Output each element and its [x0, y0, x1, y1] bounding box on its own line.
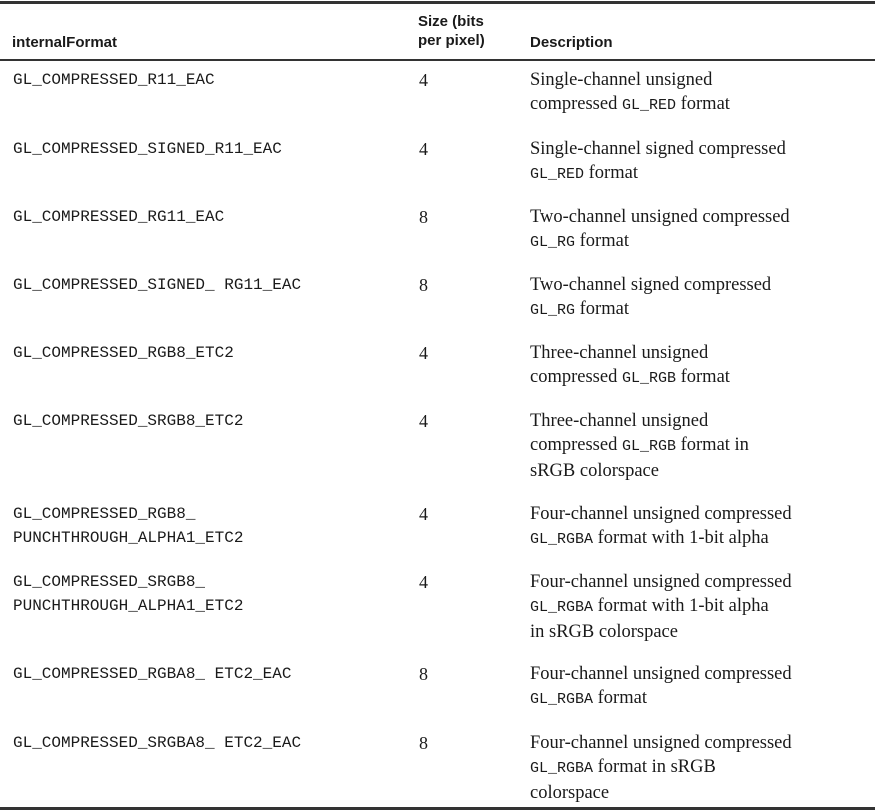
gl-constant: GL_RGB: [621, 370, 676, 387]
description-text: sRGB colorspace: [530, 461, 659, 481]
description-text: Single-channel unsigned: [530, 70, 713, 90]
header-rule: [0, 59, 875, 61]
gl-constant: GL_RGBA: [530, 691, 594, 708]
format-line: GL_COMPRESSED_SRGBA8_ ETC2_EAC: [13, 734, 302, 752]
description-line: [530, 273, 870, 297]
description-line: [530, 297, 870, 323]
gl-constant: GL_RG: [530, 302, 576, 319]
description-text: format: [575, 299, 629, 319]
description-text: format: [575, 231, 629, 251]
format-line: GL_COMPRESSED_SRGB8_: [13, 573, 206, 591]
description-text: format: [675, 94, 730, 114]
format-line: PUNCHTHROUGH_ALPHA1_ETC2: [13, 597, 244, 615]
description-text: Four-channel unsigned compressed: [530, 664, 792, 684]
description-text: format with 1-bit alpha: [593, 528, 769, 548]
header-internal-format: internalFormat: [12, 34, 118, 51]
description-line: [530, 68, 870, 92]
description-cell: [530, 68, 870, 118]
format-line: GL_COMPRESSED_RGB8_: [13, 505, 196, 523]
gl-constant: GL_RED: [621, 97, 676, 114]
format-cell: [13, 731, 413, 755]
description-cell: [530, 137, 870, 187]
description-cell: [530, 409, 870, 483]
format-line: GL_COMPRESSED_R11_EAC: [13, 71, 215, 89]
description-line: [530, 731, 870, 755]
description-text: Four-channel unsigned compressed: [530, 733, 792, 753]
description-cell: [530, 502, 870, 552]
description-line: [530, 620, 870, 644]
size-cell: 4: [419, 572, 428, 592]
description-text: format with 1-bit alpha: [593, 596, 769, 616]
size-cell: 8: [419, 664, 428, 684]
description-text: colorspace: [530, 783, 610, 803]
gl-constant: GL_RGBA: [530, 531, 594, 548]
size-cell: 4: [419, 343, 428, 363]
description-line: [530, 502, 870, 526]
description-text: compressed: [530, 367, 622, 387]
gl-constant: GL_RGB: [621, 438, 676, 455]
description-text: Four-channel unsigned compressed: [530, 504, 792, 524]
description-text: format: [593, 688, 647, 708]
gl-constant: GL_RGBA: [530, 760, 594, 777]
description-cell: [530, 731, 870, 805]
description-text: format: [675, 367, 730, 387]
gl-constant: GL_RG: [530, 234, 576, 251]
format-line: GL_COMPRESSED_RGBA8_ ETC2_EAC: [13, 665, 292, 683]
format-line: PUNCHTHROUGH_ALPHA1_ETC2: [13, 529, 244, 547]
format-line: GL_COMPRESSED_RG11_EAC: [13, 208, 225, 226]
format-cell: [13, 137, 413, 161]
header-size: [418, 12, 518, 50]
description-line: [530, 526, 870, 552]
description-line: [530, 341, 870, 365]
format-line: GL_COMPRESSED_SRGB8_ETC2: [13, 412, 244, 430]
description-line: [530, 409, 870, 433]
format-cell: [13, 502, 413, 550]
description-cell: [530, 662, 870, 712]
description-text: format in: [675, 435, 749, 455]
description-text: in sRGB colorspace: [530, 622, 678, 642]
format-cell: [13, 662, 413, 686]
table-top-rule: [0, 1, 875, 4]
format-line: GL_COMPRESSED_SIGNED_ RG11_EAC: [13, 276, 302, 294]
description-line: [530, 570, 870, 594]
description-cell: [530, 205, 870, 255]
format-line: GL_COMPRESSED_SIGNED_R11_EAC: [13, 140, 282, 158]
description-line: [530, 755, 870, 781]
header-size-line1: Size (bits: [418, 13, 484, 30]
format-cell: [13, 205, 413, 229]
description-line: [530, 92, 870, 118]
format-cell: [13, 273, 413, 297]
format-cell: [13, 341, 413, 365]
size-cell: 4: [419, 504, 428, 524]
description-line: [530, 205, 870, 229]
description-text: Single-channel signed compressed: [530, 139, 786, 159]
description-line: [530, 433, 870, 459]
description-line: [530, 459, 870, 483]
format-cell: [13, 409, 413, 433]
gl-constant: GL_RED: [530, 166, 585, 183]
header-size-line2: per pixel): [418, 32, 485, 49]
size-cell: 4: [419, 411, 428, 431]
description-line: [530, 781, 870, 805]
size-cell: 4: [419, 70, 428, 90]
description-text: Three-channel unsigned: [530, 343, 709, 363]
size-cell: 8: [419, 275, 428, 295]
description-cell: [530, 273, 870, 323]
description-text: format in sRGB: [593, 757, 716, 777]
description-text: Two-channel unsigned compressed: [530, 207, 790, 227]
description-line: [530, 137, 870, 161]
size-cell: 8: [419, 733, 428, 753]
description-text: Three-channel unsigned: [530, 411, 709, 431]
size-cell: 8: [419, 207, 428, 227]
description-text: Two-channel signed compressed: [530, 275, 772, 295]
description-text: compressed: [530, 94, 622, 114]
size-cell: 4: [419, 139, 428, 159]
description-cell: [530, 570, 870, 644]
description-cell: [530, 341, 870, 391]
format-cell: [13, 68, 413, 92]
format-line: GL_COMPRESSED_RGB8_ETC2: [13, 344, 234, 362]
header-description: Description: [530, 34, 613, 51]
description-line: [530, 662, 870, 686]
description-text: format: [584, 163, 638, 183]
description-text: compressed: [530, 435, 622, 455]
description-line: [530, 161, 870, 187]
description-line: [530, 229, 870, 255]
format-cell: [13, 570, 413, 618]
table-bottom-rule: [0, 807, 875, 810]
description-line: [530, 686, 870, 712]
description-text: Four-channel unsigned compressed: [530, 572, 792, 592]
gl-constant: GL_RGBA: [530, 599, 594, 616]
description-line: [530, 365, 870, 391]
description-line: [530, 594, 870, 620]
